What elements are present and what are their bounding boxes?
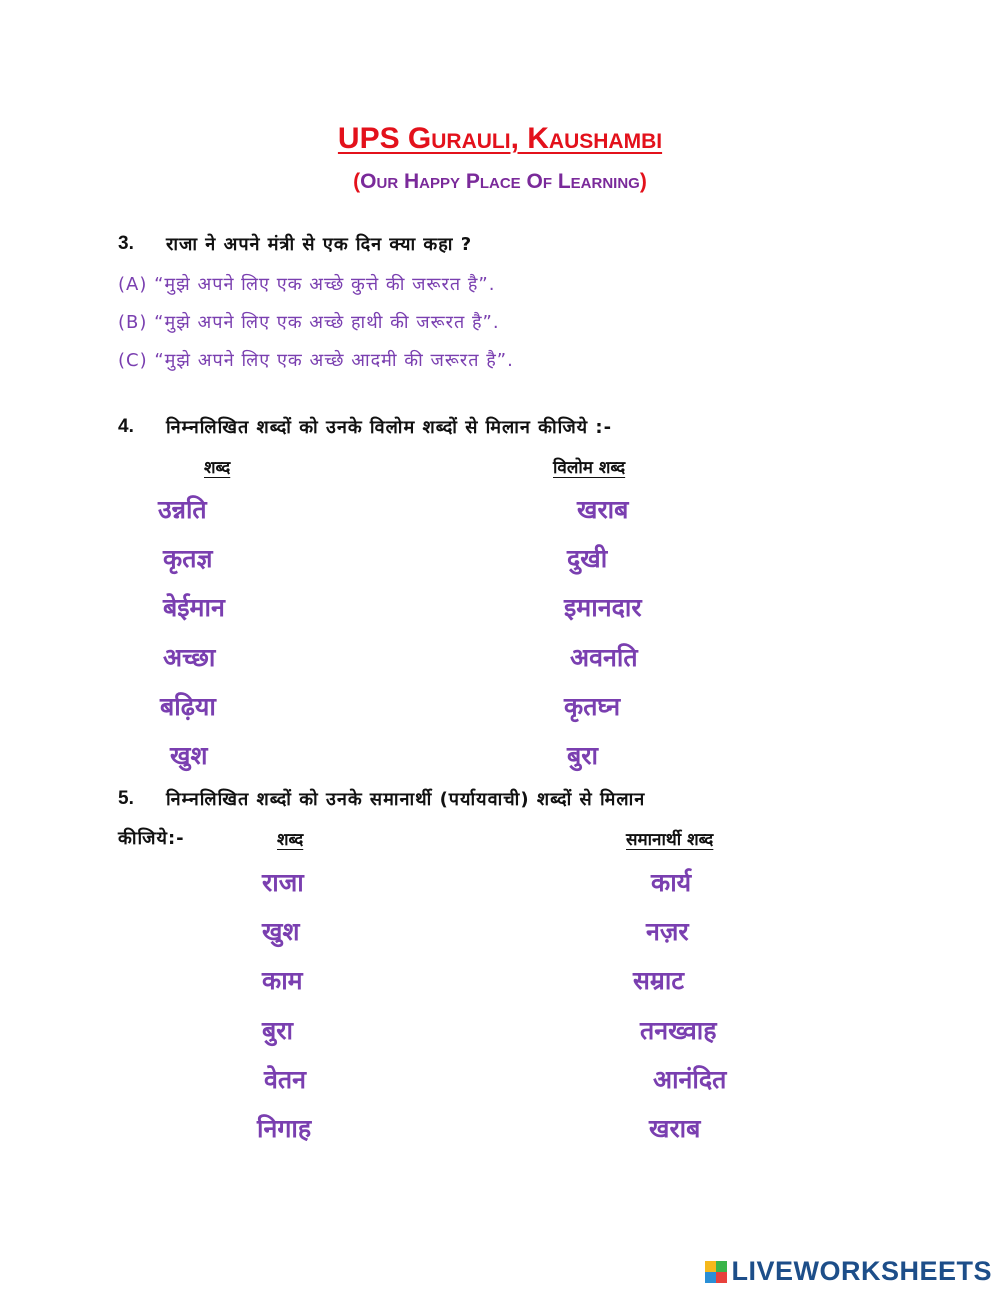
q5-right-word[interactable]: आनंदित	[653, 1065, 727, 1094]
q5-text: निम्नलिखित शब्दों को उनके समानार्थी (पर्यायवाची) शब्दों से मिलान	[166, 789, 646, 810]
q4-text: निम्नलिखित शब्दों को उनके विलोम शब्दों से मिलान कीजिये :-	[166, 417, 613, 438]
q5-left-word[interactable]: काम	[262, 966, 303, 995]
q3-option-c[interactable]: (C) “मुझे अपने लिए एक अच्छे आदमी की जरूरत है”.	[118, 350, 514, 371]
q5-left-word[interactable]: राजा	[262, 868, 304, 897]
q4-left-word[interactable]: अच्छा	[163, 643, 216, 672]
q4-number: 4.	[118, 416, 134, 437]
q5-right-word[interactable]: सम्राट	[633, 966, 684, 995]
q4-right-word[interactable]: दुखी	[567, 544, 608, 573]
q5-number: 5.	[118, 788, 134, 809]
q5-left-word[interactable]: खुश	[262, 917, 300, 946]
q5-text-continued: कीजिये:-	[118, 828, 185, 849]
q5-right-word[interactable]: तनख्वाह	[640, 1016, 717, 1045]
q4-left-word[interactable]: बेईमान	[163, 593, 225, 622]
q5-left-word[interactable]: निगाह	[257, 1114, 312, 1143]
q5-right-word[interactable]: खराब	[649, 1114, 701, 1143]
q3-number: 3.	[118, 233, 134, 254]
q5-right-word[interactable]: नज़र	[646, 917, 689, 946]
subtitle-close-paren: )	[639, 170, 647, 193]
q5-left-word[interactable]: वेतन	[264, 1065, 307, 1094]
q4-left-word[interactable]: कृतज्ञ	[163, 544, 213, 573]
q3-option-b[interactable]: (B) “मुझे अपने लिए एक अच्छे हाथी की जरूरत है”.	[118, 312, 500, 333]
liveworksheets-logo-icon	[705, 1261, 727, 1283]
q5-right-word[interactable]: कार्य	[651, 868, 692, 897]
q4-left-word[interactable]: बढ़िया	[160, 692, 216, 721]
q4-right-word[interactable]: इमानदार	[564, 593, 642, 622]
q4-left-word[interactable]: उन्नति	[158, 495, 207, 524]
q4-right-word[interactable]: खराब	[577, 495, 629, 524]
q4-right-word[interactable]: अवनति	[570, 643, 638, 672]
q3-option-a[interactable]: (A) “मुझे अपने लिए एक अच्छे कुत्ते की जरूरत है”.	[118, 274, 496, 295]
q4-right-word[interactable]: बुरा	[567, 741, 598, 770]
school-subtitle	[0, 170, 1000, 194]
q4-right-word[interactable]: कृतघ्न	[564, 692, 621, 721]
liveworksheets-brand-text: LIVEWORKSHEETS	[731, 1256, 992, 1286]
q4-right-heading: विलोम शब्द	[553, 458, 626, 478]
q3-text: राजा ने अपने मंत्री से एक दिन क्या कहा ?	[166, 234, 473, 255]
school-title: UPS Gurauli, Kaushambi	[337, 122, 663, 155]
subtitle-open-paren: (	[353, 170, 361, 193]
q5-left-heading: शब्द	[277, 830, 304, 850]
liveworksheets-logo[interactable]	[705, 1256, 992, 1287]
q5-right-heading: समानार्थी शब्द	[626, 830, 714, 850]
q4-left-word[interactable]: खुश	[170, 741, 208, 770]
q5-left-word[interactable]: बुरा	[262, 1016, 293, 1045]
subtitle-text: Our Happy Place Of Learning	[360, 170, 640, 193]
q4-left-heading: शब्द	[204, 458, 231, 478]
